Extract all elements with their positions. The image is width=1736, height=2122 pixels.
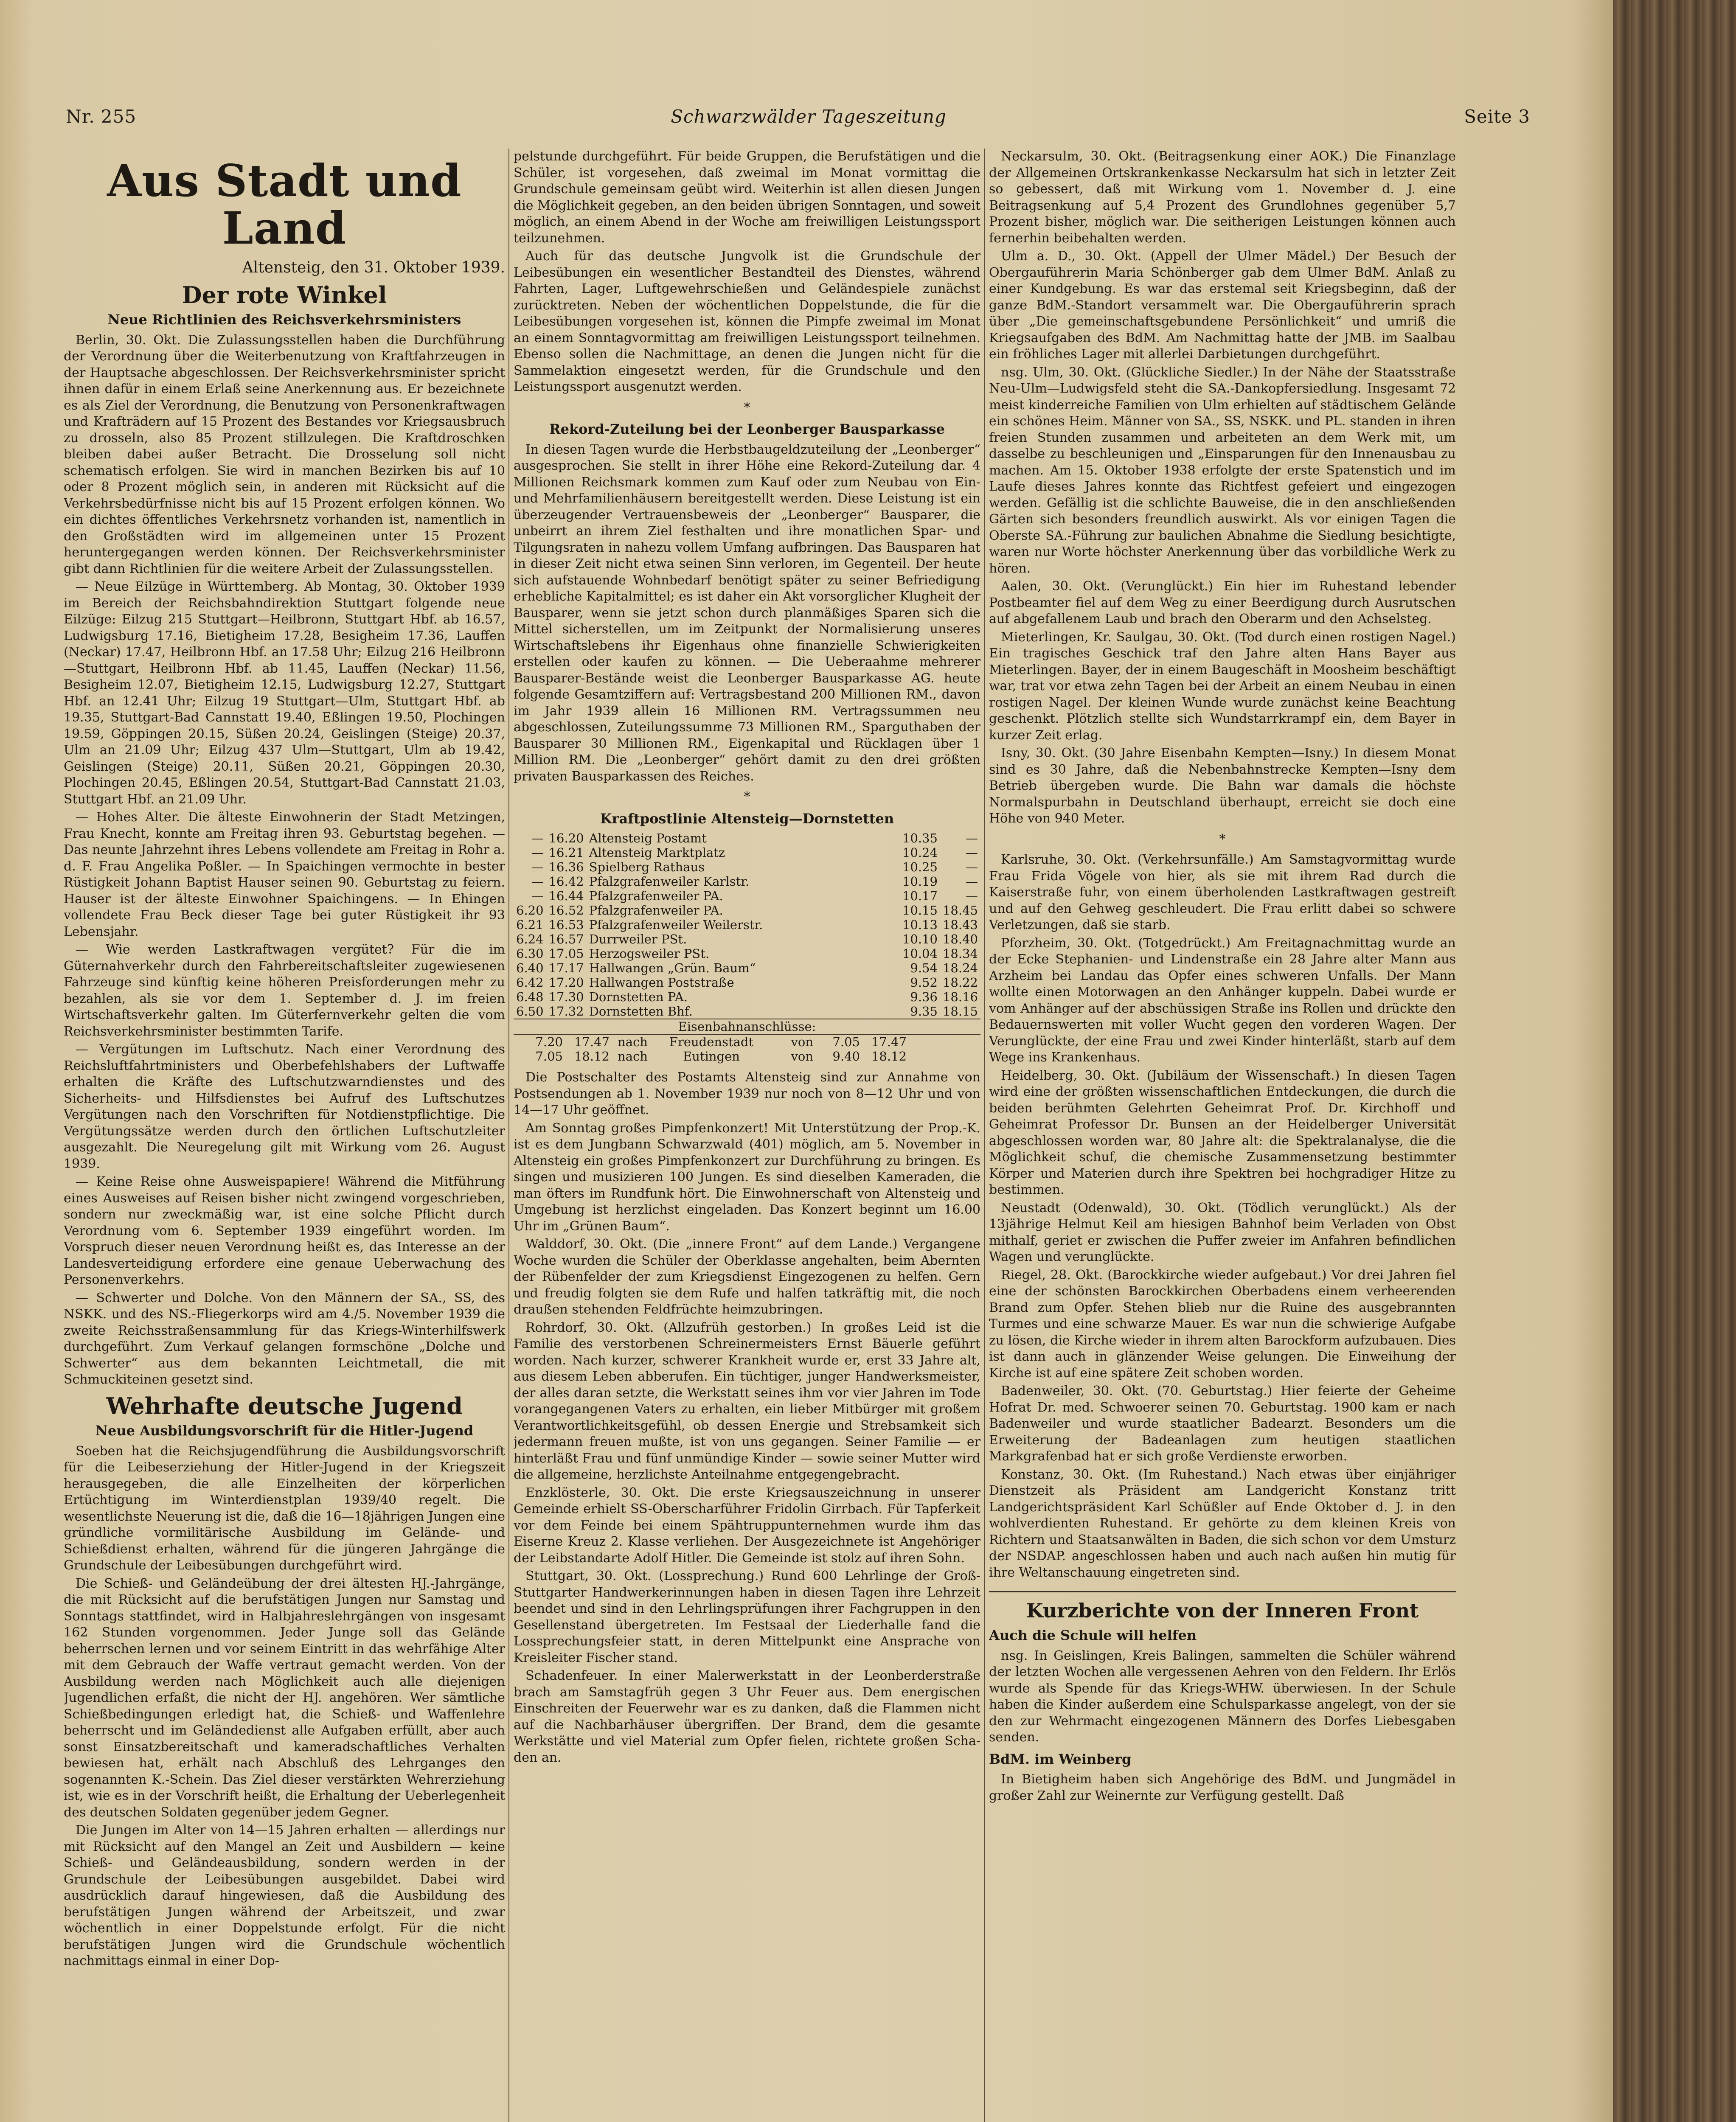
article-paragraph: In Bietigheim haben sich Angehörige des BdM. und Jungmädel in großer Zahl zur Weinernte zur Verfügung gestellt. Daß bbox=[989, 1772, 1456, 1803]
news-item: Ulm a. D., 30. Okt. (Appell der Ulmer Mädel.) Der Besuch der Obergauführerin Maria Schönberger gab dem Ulmer BdM. Anlaß zu einer Kundgebung. Es war das erstemal seit Kriegsbeginn, daß der ganze BdM.-Standort versammelt war. Die Obergauführerin sprach über „Die gemeinschaftsgebundene Persönlichkeit“ und umriß die Kriegsaufgaben des BdM. Am Nachmittag hatte der JMB. im Saalbau ein fröhliches Lager mit allerlei Darbietungen durchgeführt. bbox=[989, 249, 1456, 362]
timetable-stop: Pfalzgrafenweiler Weilerstr. bbox=[589, 918, 763, 932]
rail-cell: 18.12 bbox=[574, 1049, 610, 1064]
timetable-stop: Hallwangen Poststraße bbox=[589, 975, 734, 990]
rail-cell: 17.47 bbox=[574, 1035, 610, 1049]
rail-cell: nach bbox=[618, 1035, 648, 1049]
timetable-time: 9.35 bbox=[910, 1004, 938, 1019]
timetable-time: 6.48 bbox=[516, 990, 544, 1004]
article-paragraph: Soeben hat die Reichsjugendführung die Ausbildungsvorschrift für die Leibeserziehung der Hitler-Jugend in der Kriegszeit herausgegeben, die alle Einzelheiten der körperlichen Ertüchtigung im Winterdienstplan 1939/40 regelt. Die wesentlichste Neuerung ist die, daß die 16—18jährigen Jungen eine gründliche vormilitärische Ausbildung im Gelände- und Schießdienst erhalten, während für die jüngeren Jahrgänge die Grundschule der Leibesübungen durchgeführt wird. bbox=[64, 1443, 505, 1573]
timetable-stop: Pfalzgrafenweiler Karlstr. bbox=[589, 874, 750, 889]
timetable-time: 16.20 bbox=[548, 831, 584, 845]
timetable-stop: Herzogsweiler PSt. bbox=[589, 946, 710, 961]
news-item: — Neue Eilzüge in Württemberg. Ab Montag, 30. Oktober 1939 im Bereich der Reichsbahndirektion Stuttgart folgende neue Eilzüge: Eilzug 215 Stuttgart—Heilbronn, Stuttgart Hbf. ab 16.57, Ludwigsburg 17.16, Bietigheim 17.28, Besigheim 17.36, Lauffen (Neckar) 17.47, Heilbronn Hbf. an 17.58 Uhr; Eilzug 216 Heilbronn—Stuttgart, Heilbronn Hbf. ab 11.45, Lauffen (Neckar) 11.56, Besigheim 12.07, Bietigheim 12.15, Ludwigsburg 12.27, Stuttgart Hbf. an 12.41 Uhr; Eilzug 19 Stuttgart—Ulm, Stuttgart Hbf. ab 19.35, Stuttgart-Bad Cannstatt 19.40, Eßlingen 19.50, Plochingen 19.59, Göppingen 20.15, Süßen 20.24, Geislingen (Steige) 20.37, Ulm an 21.09 Uhr; Eilzug 437 Ulm—Stuttgart, Ulm ab 19.42, Geislingen (Steige) 20.11, Süßen 20.21, Göppingen 20.30, Plochingen 20.45, Eßlingen 20.54, Stuttgart-Bad Cannstatt 21.03, Stuttgart Hbf. an 21.09 Uhr. bbox=[64, 579, 505, 807]
article-paragraph: pelstunde durchgeführt. Für beide Gruppen, die Berufstätigen und die Schüler, ist vorgesehen, daß zweimal im Monat vormittag die Grundschule gemeinsam geübt wird. Weiterhin ist allen diesen Jungen die Möglichkeit gegeben, an den beiden übrigen Sonntagen, und soweit möglich, an einem Abend in der Woche am freiwilligen Leistungssport teilzunehmen. bbox=[514, 149, 980, 246]
news-item: Enzklösterle, 30. Okt. Die erste Kriegsauszeichnung in unserer Gemeinde erhielt SS-Oberscharführer Fridolin Girrbach. Für Tapferkeit vor dem Feinde bei einem Spähtruppunternehmen wurde ihm das Eiserne Kreuz 2. Klasse verliehen. Der Ausgezeichnete ist Angehöriger der Leibstandarte Adolf Hitler. Die Gemeinde ist stolz auf ihren Sohn. bbox=[514, 1485, 980, 1566]
timetable-row bbox=[514, 961, 980, 975]
timetable-stop: Spielberg Rathaus bbox=[589, 860, 705, 874]
timetable-time: — bbox=[966, 889, 978, 903]
timetable-time: — bbox=[966, 860, 978, 874]
rail-cell: 9.40 bbox=[832, 1049, 860, 1064]
timetable-time: 17.30 bbox=[548, 990, 584, 1004]
news-item: Heidelberg, 30. Okt. (Jubiläum der Wissenschaft.) In diesen Tagen wird eine der größten wissenschaftlichen Entdeckungen, die durch die beiden berühmten Gelehrten Geheimrat Prof. Dr. Kirchhoff und Geheimrat Professor Dr. Bunsen an der Heidelberger Universität abgeschlossen worden war, 80 Jahre alt: die Spektralanalyse, die die Möglichkeit schuf, die chemische Zusammensetzung bestimmter Körper und Materien durch ihre Spektren bei hochgradiger Hitze zu bestimmen. bbox=[989, 1068, 1456, 1197]
timetable-stop: Hallwangen „Grün. Baum“ bbox=[589, 961, 756, 975]
timetable-time: — bbox=[966, 845, 978, 860]
timetable-time: 18.15 bbox=[942, 1004, 978, 1019]
rail-cell: von bbox=[791, 1049, 813, 1064]
article-paragraph: Die Jungen im Alter von 14—15 Jahren erhalten — allerdings nur mit Rücksicht auf den Mangel an Zeit und Ausbildern — keine Schieß- und Geländeausbildung, sondern werden in der Grundschule der Leibesübungen ausgebildet. Dabei wird ausdrücklich darauf hingewiesen, daß die Ausbildung des berufstätigen Jungen während der Arbeitszeit, und zwar wöchentlich in einer Doppelstunde erfolgt. Für die nicht berufstätigen Jungen wird die Grundschule wöchentlich nachmittags einmal in einer Dop- bbox=[64, 1823, 505, 1968]
book-binding bbox=[1613, 0, 1736, 2122]
article-subtitle: Auch die Schule will helfen bbox=[989, 1627, 1197, 1643]
timetable-time: 10.13 bbox=[902, 918, 938, 932]
article-paragraph: nsg. In Geislingen, Kreis Balingen, sammelten die Schüler während der letzten Wochen alle vergessenen Aehren von den Feldern. Ihr Erlös wurde als Spende für das Kriegs-WHW. überwiesen. In der Schule haben die Kinder außerdem eine Schulsparkasse angelegt, von der sie den zur Wehrmacht eingezogenen Männern des Dorfes Liebesgaben senden. bbox=[989, 1648, 1456, 1745]
timetable-rail-heading bbox=[514, 1019, 980, 1034]
news-item: Neustadt (Odenwald), 30. Okt. (Tödlich verunglückt.) Als der 13jährige Helmut Keil am hiesigen Bahnhof beim Verladen von Obst mithalf, geriet er zwischen die Puffer zweier im Anfahren befindlichen Wagen und verunglückte. bbox=[989, 1200, 1456, 1264]
news-item: Riegel, 28. Okt. (Barockkirche wieder aufgebaut.) Vor drei Jahren fiel eine der schönsten Barockkirchen Oberbadens einem verheerenden Brand zum Opfer. Stehen blieb nur die Ruine des ausgebrannten Turmes und eine schwarze Mauer. Es war nun die schwierige Aufgabe zu lösen, die Kirche wieder in ihrem alten Barockform aufzubauen. Dies ist dann auch in glänzender Weise gelungen. Die Einweihung der Kirche ist auf eine spätere Zeit schoben worden. bbox=[989, 1267, 1456, 1381]
timetable-time: 18.24 bbox=[942, 961, 978, 975]
timetable-time: — bbox=[531, 860, 544, 874]
column-rule bbox=[508, 149, 509, 2122]
page-header bbox=[66, 106, 1530, 144]
timetable-time: 18.40 bbox=[942, 932, 978, 946]
news-item: Neckarsulm, 30. Okt. (Beitragsenkung einer AOK.) Die Finanzlage der Allgemeinen Ortskrankenkasse Neckarsulm hat sich in letzter Zeit so gebessert, daß mit Wirkung vom 1. November d. J. eine Beitragsenkung auf 5,4 Prozent des Grundlohnes gegenüber 5,7 Prozent bisher, möglich war. Die seitherigen Leistungen können auch fernerhin beibehalten werden. bbox=[989, 149, 1456, 246]
timetable-time: 6.30 bbox=[516, 946, 544, 961]
page-number: Nr. 255 bbox=[66, 106, 137, 127]
news-item: Karlsruhe, 30. Okt. (Verkehrsunfälle.) Am Samstagvormittag wurde Frau Frida Vögele von hier, als sie mit ihrem Rad durch die Kaiserstraße fuhr, von einem überholenden Lastkraftwagen gestreift und auf den Gehweg geschleudert. Die Frau erlitt dabei so schwere Verletzungen, daß sie starb. bbox=[989, 852, 1456, 932]
timetable-time: 6.42 bbox=[516, 975, 544, 990]
timetable-time: — bbox=[966, 831, 978, 845]
timetable-time: 17.17 bbox=[548, 961, 584, 975]
timetable-time: — bbox=[531, 845, 544, 860]
news-item: Mieterlingen, Kr. Saulgau, 30. Okt. (Tod durch einen rostigen Nagel.) Ein tragisches Geschick traf den Jahre alten Hans Bayer aus Mieterlingen. Bayer, der in einem Baugeschäft in Moosheim beschäftigt war, trat vor etwa zehn Tagen bei der Arbeit an einem Neubau in einen rostigen Nagel. Der kleinen Wunde wurde zunächst keine Beachtung geschenkt. Plötzlich stellte sich Wundstarrkrampf ein, dem Bayer in kurzer Zeit erlag. bbox=[989, 629, 1456, 743]
timetable-stop: Durrweiler PSt. bbox=[589, 932, 687, 946]
news-item: nsg. Ulm, 30. Okt. (Glückliche Siedler.) In der Nähe der Staatsstraße Neu-Ulm—Ludwigsfeld steht die SA.-Dankopfersiedlung. Insgesamt 72 meist kinderreiche Familien von Ulm erhielten auf städtischem Gelände ein schönes Heim. Männer von SA., SS, NSKK. und PL. standen in ihren freien Stunden zusammen und arbeiteten an dem Werk mit, um dasselbe zu beschleunigen und „Einsparungen für den Innenausbau zu machen. Am 15. Oktober 1938 erfolgte der erste Spatenstich und im Laufe dieses Jahres konnte das Richtfest gefeiert und eingezogen werden. Gefällig ist die schlichte Bauweise, die in den anschließenden Gärten sich besonders freundlich auswirkt. Als vor einigen Tagen die Oberste SA.-Führung zur baulichen Abnahme die Siedlung besichtigte, waren nur Worte höchster Anerkennung über das vorbildliche Werk zu hören. bbox=[989, 365, 1456, 576]
timetable-row bbox=[514, 918, 980, 932]
news-item: Schadenfeuer. In einer Malerwerkstatt in der Leonberderstraße brach am Samstagfrüh gegen 3 Uhr Feuer aus. Dem energischen Einschreiten der Feuerwehr war es zu danken, daß die Flammen nicht auf die Nachbarhäuser übergriffen. Der Brand, dem die gesamte Werkstätte und viel Material zum Opfer fielen, richtete großen Scha-den an. bbox=[514, 1668, 980, 1765]
timetable-stop: Dornstetten PA. bbox=[589, 990, 688, 1004]
timetable-time: 16.44 bbox=[548, 889, 584, 903]
timetable-time: 16.42 bbox=[548, 874, 584, 889]
article-subtitle: Neue Ausbildungsvorschrift für die Hitler-Jugend bbox=[95, 1422, 474, 1439]
timetable-time: 6.24 bbox=[516, 932, 544, 946]
separator: * bbox=[744, 400, 750, 415]
article-paragraph: In diesen Tagen wurde die Herbstbaugeldzuteilung der „Leonberger“ ausgesprochen. Sie stellt in ihrer Höhe eine Rekord-Zuteilung dar. 4 Millionen Reichsmark kommen zum Kauf oder zum Neubau von Ein- und Mehrfamilienhäusern bereitgestellt werden. Diese Leistung ist ein überzeugender Vertrauensbeweis der „Leonberger“ Bausparer, die unbeirrt an ihrem Ziel festhalten und ihre monatlichen Spar- und Tilgungsraten in nahezu vollem Umfang aufbringen. Das Bausparen hat in dieser Zeit nicht etwa seinen Sinn verloren, im Gegenteil. Der heute sich aufstauende Wohnbedarf benötigt später zu seiner Befriedigung erhebliche Kapitalmittel; es ist daher ein Akt vorsorglicher Klugheit der Bausparer, wenn sie jetzt schon durch planmäßiges Sparen sich die Mittel sicherstellen, um im Zeitpunkt der Normalisierung unseres Wirtschaftslebens ihr Eigenhaus ohne finanzielle Schwierigkeiten erstellen oder kaufen zu können. — Die Ueberaahme mehrerer Bausparer-Bestände weist die Leonberger Bausparkasse AG. heute folgende Gesamtziffern auf: Vertragsbestand 200 Millionen RM., davon im Jahr 1939 allein 16 Millionen RM. Vertragssummen neu abgeschlossen, Zuteilungssumme 73 Millionen RM., Sparguthaben der Bausparer 30 Millionen RM., Eigenkapital und Rücklagen über 1 Million RM. Die „Leonberger“ gehört damit zu den drei größten privaten Bausparkassen des Reiches. bbox=[514, 442, 980, 784]
timetable-time: 6.21 bbox=[516, 918, 544, 932]
timetable-row bbox=[514, 889, 980, 903]
rail-cell: 18.12 bbox=[871, 1049, 907, 1064]
timetable-stop: Pfalzgrafenweiler PA. bbox=[589, 889, 723, 903]
article-title: Kurzberichte von der Inneren Front bbox=[989, 1591, 1456, 1622]
news-item: Isny, 30. Okt. (30 Jahre Eisenbahn Kempten—Isny.) In diesem Monat sind es 30 Jahre, daß die Nebenbahnstrecke Kempten—Isny dem Betrieb übergeben wurde. Die Bahn war damals die höchste Normalspurbahn in Deutschland überhaupt, erreicht sie doch eine Höhe von 940 Meter. bbox=[989, 746, 1456, 826]
timetable-title: Kraftpostlinie Altensteig—Dornstetten bbox=[600, 810, 894, 827]
rail-cell: 7.20 bbox=[535, 1035, 563, 1049]
news-item: Die Postschalter des Postamts Altensteig sind zur Annahme von Postsendungen ab 1. November 1939 nur noch von 8—12 Uhr und von 14—17 Uhr geöffnet. bbox=[514, 1070, 980, 1117]
rail-heading: Eisenbahnanschlüsse: bbox=[514, 1019, 980, 1034]
timetable-time: 6.50 bbox=[516, 1004, 544, 1019]
timetable-time: 10.24 bbox=[902, 845, 938, 860]
timetable-time: 17.20 bbox=[548, 975, 584, 990]
news-item: Rohrdorf, 30. Okt. (Allzufrüh gestorben.) In großes Leid ist die Familie des verstorbenen Schreinermeisters Ernst Bäuerle geführt worden. Nach kurzer, schwerer Krankheit wurde er, erst 33 Jahre alt, aus diesem Leben abberufen. Ein tüchtiger, junger Handwerksmeister, der alles daran setzte, die Werkstatt seines ihm vor vier Jahren im Tode vorangegangenen Vaters zu erhalten, ein lieber Mitbürger mit großem Verantwortlichkeitsgefühl, ob dessen Energie und Strebsamkeit sich jedermann freuen mußte, ist von uns gegangen. Seiner Familie — er hinterläßt Frau und fünf unmündige Kinder — sowie seiner Mutter wird die allgemeine, herzlichste Anteilnahme entgegengebracht. bbox=[514, 1320, 980, 1482]
timetable-time: 18.45 bbox=[942, 903, 978, 918]
timetable-stop: Dornstetten Bhf. bbox=[589, 1004, 693, 1019]
timetable-time: 10.04 bbox=[902, 946, 938, 961]
rail-row bbox=[514, 1034, 980, 1049]
rail-cell: 17.47 bbox=[871, 1035, 907, 1049]
timetable-time: 18.16 bbox=[942, 990, 978, 1004]
rail-cell: Eutingen bbox=[683, 1049, 740, 1064]
section-title: Aus Stadt und Land bbox=[107, 154, 462, 254]
timetable-row bbox=[514, 845, 980, 860]
timetable-time: 9.36 bbox=[910, 990, 938, 1004]
news-item: — Keine Reise ohne Ausweispapiere! Während die Mitführung eines Ausweises auf Reisen bisher nicht zwingend vorgeschrieben, sondern nur zweckmäßig war, ist eine solche Pflicht durch Verordnung vom 6. September 1939 eingeführt worden. Im Vorspruch dieser neuen Verordnung heißt es, das Interesse an der Landesverteidigung erfordere eine genaue Ueberwachung des Personenverkehrs. bbox=[64, 1174, 505, 1287]
news-item: Stuttgart, 30. Okt. (Lossprechung.) Rund 600 Lehrlinge der Groß-Stuttgarter Handwerkerinnungen haben in diesen Tagen ihre Lehrzeit beendet und sind in den Lehrlingsprüfungen ihrer Fachgruppen in den Gesellenstand übergetreten. Im Festsaal der Liederhalle fand die Lossprechungsfeier statt, in deren Mittelpunkt eine Ansprache von Kreisleiter Fischer stand. bbox=[514, 1569, 980, 1665]
timetable-time: 10.25 bbox=[902, 860, 938, 874]
news-item: — Schwerter und Dolche. Von den Männern der SA., SS, des NSKK. und des NS.-Fliegerkorps wird am 4./5. November 1939 die zweite Reichsstraßensammlung für das Kriegs-Winterhilfswerk durchgeführt. Zum Verkauf gelangen formschöne „Dolche und Schwerter“ aus dem bekannten Leichtmetall, die mit Schmuckiteinen gesetzt sind. bbox=[64, 1290, 505, 1387]
timetable-time: — bbox=[531, 889, 544, 903]
timetable-time: 10.10 bbox=[902, 932, 938, 946]
timetable bbox=[514, 831, 980, 1064]
timetable-time: 10.17 bbox=[902, 889, 938, 903]
timetable-time: 16.36 bbox=[548, 860, 584, 874]
rail-cell: von bbox=[791, 1035, 813, 1049]
article-title: Rekord-Zuteilung bei der Leonberger Bausparkasse bbox=[549, 421, 945, 437]
news-item: Aalen, 30. Okt. (Verunglückt.) Ein hier im Ruhestand lebender Postbeamter fiel auf dem Weg zu einer Beerdigung durch Ausrutschen auf abgefallenem Laub und brach den Oberarm und den Achselsteg. bbox=[989, 579, 1456, 626]
timetable-time: 10.35 bbox=[902, 831, 938, 845]
timetable-stop: Altensteig Postamt bbox=[589, 831, 707, 845]
timetable-time: 17.32 bbox=[548, 1004, 584, 1019]
rail-connection bbox=[514, 1049, 980, 1064]
timetable-row bbox=[514, 946, 980, 961]
article-subtitle: Neue Richtlinien des Reichsverkehrsministers bbox=[107, 311, 461, 328]
timetable-time: 18.34 bbox=[942, 946, 978, 961]
timetable-time: — bbox=[531, 874, 544, 889]
news-item: Pforzheim, 30. Okt. (Totgedrückt.) Am Freitagnachmittag wurde an der Ecke Stephanien- und Lindenstraße ein 28 Jahre alter Mann aus Arzheim bei Landau das Opfer eines schweren Unfalls. Der Mann wollte einen Motorwagen an den Anhänger kuppeln. Dabei wurde er vom Anhänger auf der abschüssigen Straße ins Rollen und drückte den Bedauernswerten mit voller Wucht gegen den vorderen Wagen. Der Verunglückte, der eine Frau und zwei Kinder hinterläßt, starb auf dem Wege ins Krankenhaus. bbox=[989, 935, 1456, 1065]
timetable-stop: Pfalzgrafenweiler PA. bbox=[589, 903, 723, 918]
column-1 bbox=[64, 149, 505, 2122]
rail-cell: 7.05 bbox=[832, 1035, 860, 1049]
timetable-time: 9.52 bbox=[910, 975, 938, 990]
column-2 bbox=[514, 149, 980, 2122]
rail-cell: 7.05 bbox=[535, 1049, 563, 1064]
article-title: Der rote Winkel bbox=[182, 281, 387, 309]
news-item: Konstanz, 30. Okt. (Im Ruhestand.) Nach etwas über einjähriger Dienstzeit als Präsident am Landgericht Konstanz tritt Landgerichtspräsident Karl Schüßler auf Ende Oktober d. J. in den wohlverdienten Ruhestand. Er gehörte zu dem kleinen Kreis von Richtern und Staatsanwälten in Baden, die sich schon vor dem Umsturz der NSDAP. angeschlossen haben und auch nach außen hin mutig für ihre Weltanschauung eingetreten sind. bbox=[989, 1467, 1456, 1580]
column-rule bbox=[984, 149, 985, 2122]
separator: * bbox=[744, 789, 750, 804]
rail-cell: Freudenstadt bbox=[669, 1035, 754, 1049]
timetable-time: 6.20 bbox=[516, 903, 544, 918]
timetable-time: 16.21 bbox=[548, 845, 584, 860]
timetable-stop: Altensteig Marktplatz bbox=[589, 845, 725, 860]
timetable-time: 6.40 bbox=[516, 961, 544, 975]
rail-cell: nach bbox=[618, 1049, 648, 1064]
timetable-time: 10.15 bbox=[902, 903, 938, 918]
timetable-time: — bbox=[966, 874, 978, 889]
rail-row bbox=[514, 1049, 980, 1064]
separator: * bbox=[1219, 831, 1226, 847]
timetable-row bbox=[514, 932, 980, 946]
article-paragraph: Die Schieß- und Geländeübung der drei ältesten HJ.-Jahrgänge, die mit Rücksicht auf die berufstätigen Jungen nur Samstag und Sonntags stattfindet, wird in Halbjahreslehrgängen von insgesamt 162 Stunden vorgenommen. Jeder Junge soll das Gelände beherrschen lernen und vor seinem Eintritt in das wehrfähige Alter mit dem Gebrauch der Waffe vertraut gemacht werden. Von der Ausbildung werden nach Möglichkeit auch alle diejenigen Jugendlichen erfaßt, die nicht der HJ. angehören. Wer sämtliche Schießbedingungen erledigt hat, die Schieß- und Waffenlehre beherrscht und im Geländedienst alle Aufgaben erfüllt, aber auch sonst Einsatzbereitschaft und kameradschaftliches Verhalten bewiesen hat, erhält nach Abschluß des Lehrganges den sogenannten K.-Schein. Das Ziel dieser verstärkten Wehrerziehung ist, wie es in der Vorschrift heißt, die Erhaltung der Ueberlegenheit des deutschen Soldaten gegenüber jedem Gegner. bbox=[64, 1576, 505, 1820]
timetable-row bbox=[514, 903, 980, 918]
page-side: Seite 3 bbox=[1464, 106, 1530, 127]
timetable-row bbox=[514, 860, 980, 874]
news-item: Am Sonntag großes Pimpfenkonzert! Mit Unterstützung der Prop.-K. ist es dem Jungbann Schwarzwald (401) möglich, am 5. November in Altensteig ein großes Pimpfenkonzert zur Durchführung zu bringen. Es singen und musizieren 100 Jungen. Es sind dieselben Kameraden, die man öfters im Rundfunk hört. Die Einwohnerschaft von Altensteig und Umgebung ist herzlichst eingeladen. Das Konzert beginnt um 16.00 Uhr im „Grünen Baum“. bbox=[514, 1120, 980, 1234]
article-title: Wehrhafte deutsche Jugend bbox=[106, 1392, 463, 1420]
news-item: — Hohes Alter. Die älteste Einwohnerin der Stadt Metzingen, Frau Knecht, konnte am Freitag ihren 93. Geburtstag begehen. — Das neunte Jahrzehnt ihres Lebens vollendete am Freitag in Rohr a. d. F. Frau Angelika Poßler. — In Spaichingen vermochte in bester Rüstigkeit Johann Baptist Hauser seinen 90. Geburtstag zu feiern. Hauser ist der älteste Einwohner Spaichingens. — In Ehingen vollendete Frau Beck dieser Tage bei guter Rüstigkeit ihr 93 Lebensjahr. bbox=[64, 810, 505, 939]
article-subtitle: BdM. im Weinberg bbox=[989, 1751, 1132, 1767]
timetable-row bbox=[514, 831, 980, 845]
timetable-row bbox=[514, 874, 980, 889]
timetable-time: 18.43 bbox=[942, 918, 978, 932]
timetable-time: 9.54 bbox=[910, 961, 938, 975]
timetable-time: 16.57 bbox=[548, 932, 584, 946]
news-item: — Vergütungen im Luftschutz. Nach einer Verordnung des Reichsluftfahrtministers und Oberbefehlshabers der Luftwaffe erhalten die Kräfte des Luftschutzwarndienstes und des Sicherheits- und Hilfsdienstes bei Aufruf des Luftschutzes Vergütungen nach den Vorschriften für Notdienstpflichtige. Die Vergütungssätze werden durch den örtlichen Luftschutzleiter ausgezahlt. Die Neuregelung gilt mit Wirkung vom 26. August 1939. bbox=[64, 1042, 505, 1171]
timetable-time: 17.05 bbox=[548, 946, 584, 961]
timetable-row bbox=[514, 990, 980, 1004]
news-item: Badenweiler, 30. Okt. (70. Geburtstag.) Hier feierte der Geheime Hofrat Dr. med. Schwoerer seinen 70. Geburtstag. 1900 kam er nach Badenweiler und wurde staatlicher Badearzt. Besonders um die Erweiterung der Badeanlagen zum heutigen staatlichen Markgrafenbad hat er sich große Verdienste erworben. bbox=[989, 1384, 1456, 1464]
timetable-time: 18.22 bbox=[942, 975, 978, 990]
rail-connection bbox=[514, 1034, 980, 1049]
dateline: Altensteig, den 31. Oktober 1939. bbox=[242, 259, 505, 276]
timetable-row bbox=[514, 975, 980, 990]
column-3 bbox=[989, 149, 1456, 2122]
article-paragraph: Auch für das deutsche Jungvolk ist die Grundschule der Leibesübungen ein wesentlicher Bestandteil des Dienstes, während Fahrten, Lager, Luftgewehrschießen und Geländespiele zunächst zurücktreten. Neben der wöchentlichen Doppelstunde, die für die Leibesübungen vorgesehen ist, können die Pimpfe zweimal im Monat an einem Sonntagvormittag am freiwilligen Leistungssport teilnehmen. Ebenso sollen die Nachmittage, an denen die Jungen nicht für die Sammelaktion eingesetzt werden, für die Grundschule und den Leistungssport ausgenutzt werden. bbox=[514, 249, 980, 394]
timetable-time: 10.19 bbox=[902, 874, 938, 889]
timetable-time: — bbox=[531, 831, 544, 845]
timetable-row bbox=[514, 1004, 980, 1019]
article-body: Berlin, 30. Okt. Die Zulassungsstellen haben die Durchführung der Verordnung über die Weiterbenutzung von Kraftfahrzeugen in der Hauptsache abgeschlossen. Der Reichsverkehrsminister spricht ihnen dafür in einem Erlaß seine Anerkennung aus. Er bezeichnete es als Ziel der Verordnung, die Benutzung von Personenkraftwagen und Krafträdern auf 15 Prozent des Bestandes vor Kriegsausbruch zu drosseln, also 85 Prozent stillzulegen. Die Kraftdroschken bleiben dabei außer Betracht. Die Drosselung soll nicht schematisch erfolgen. Sie wird in manchen Bezirken bis auf 10 oder 8 Prozent möglich sein, in anderen mit Rücksicht auf die Verkehrsbedürfnisse nicht bis auf 15 Prozent erfolgen können. Wo ein dichtes öffentliches Verkehrsnetz vorhanden ist, namentlich in den Großstädten wird im allgemeinen unter 15 Prozent heruntergegangen werden können. Der Reichsverkehrsminister gibt dann Richtlinien für die weitere Arbeit der Zulassungsstellen. bbox=[64, 332, 505, 576]
timetable-time: 16.53 bbox=[548, 918, 584, 932]
newspaper-name: Schwarzwälder Tageszeitung bbox=[671, 106, 947, 127]
timetable-time: 16.52 bbox=[548, 903, 584, 918]
news-item: Walddorf, 30. Okt. (Die „innere Front“ auf dem Lande.) Vergangene Woche wurden die Schüler der Oberklasse angehalten, beim Abernten der Rübenfelder der zum Kriegsdienst Eingezogenen zu helfen. Gern und freudig folgten sie dem Rufe und halfen tatkräftig mit, die noch draußen stehenden Feldfrüchte heimzubringen. bbox=[514, 1237, 980, 1317]
news-item: — Wie werden Lastkraftwagen vergütet? Für die im Güternahverkehr durch den Fahrbereitschaftsleiter zugewiesenen Fahrzeuge sind künftig keine höheren Preisforderungen mehr zu bezahlen, als sie vor dem 1. September d. J. im freien Wirtschaftsverkehr galten. Im Güterfernverkehr gelten die vom Reichsverkehrsminister bestimmten Tarife. bbox=[64, 942, 505, 1039]
